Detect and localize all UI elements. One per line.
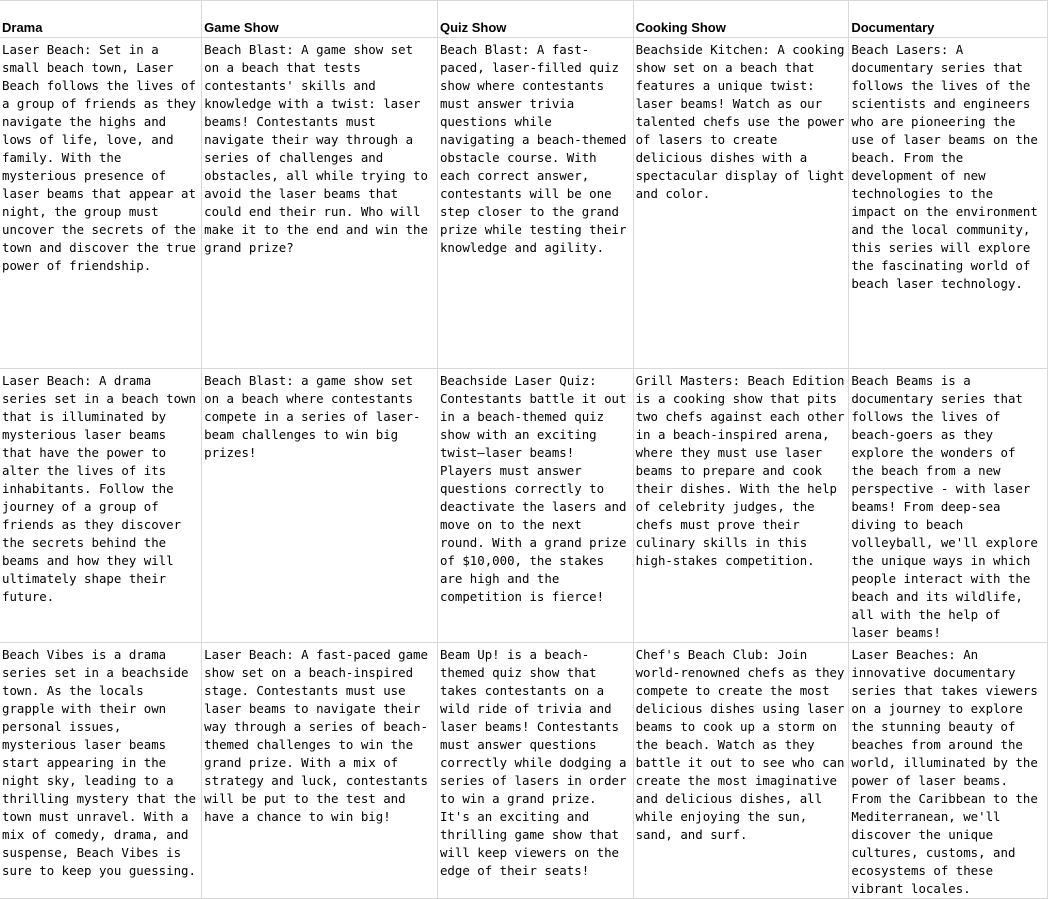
- table-cell[interactable]: Beach Lasers: A documentary series that follows the lives of the scientists and engineers who are pioneering the use of laser beams on the beach. From the development of new technologies to the impact on the environment and the local community, this series will explore the fascinating world of beach laser technology.: [849, 38, 1048, 369]
- table-cell[interactable]: Beach Blast: a game show set on a beach where contestants compete in a series of laser-beam challenges to win big prizes!: [202, 369, 438, 643]
- header-cell-quiz-show[interactable]: Quiz Show: [437, 1, 633, 38]
- header-cell-documentary[interactable]: Documentary: [849, 1, 1048, 38]
- table-cell[interactable]: Grill Masters: Beach Edition is a cooking show that pits two chefs against each other in a beach-inspired arena, where they must use laser beams to prepare and cook their dishes. With the help of celebrity judges, the chefs must prove their culinary skills in this high-stakes competition.: [633, 369, 849, 643]
- header-cell-cooking-show[interactable]: Cooking Show: [633, 1, 849, 38]
- header-cell-drama[interactable]: Drama: [0, 1, 202, 38]
- header-cell-game-show[interactable]: Game Show: [202, 1, 438, 38]
- table-cell[interactable]: Beachside Laser Quiz: Contestants battle it out in a beach-themed quiz show with an exciting twist—laser beams! Players must answer questions correctly to deactivate the lasers and move on to the next round. With a grand prize of $10,000, the stakes are high and the competition is fierce!: [437, 369, 633, 643]
- table-cell[interactable]: Beam Up! is a beach-themed quiz show that takes contestants on a wild ride of trivia and laser beams! Contestants must answer questions correctly while dodging a series of lasers in order to win a grand prize. It's an exciting and thrilling game show that will keep viewers on the edge of their seats!: [437, 643, 633, 899]
- table-cell[interactable]: Laser Beach: A drama series set in a beach town that is illuminated by mysterious laser beams that have the power to alter the lives of its inhabitants. Follow the journey of a group of friends as they discover the secrets behind the beams and how they will ultimately shape their future.: [0, 369, 202, 643]
- table-row: [0, 643, 1048, 899]
- table-cell[interactable]: Beach Blast: A fast-paced, laser-filled quiz show where contestants must answer trivia questions while navigating a beach-themed obstacle course. With each correct answer, contestants will be one step closer to the grand prize while testing their knowledge and agility.: [437, 38, 633, 369]
- table-cell[interactable]: Laser Beach: A fast-paced game show set on a beach-inspired stage. Contestants must use laser beams to navigate their way through a series of beach-themed challenges to win the grand prize. With a mix of strategy and luck, contestants will be put to the test and have a chance to win big!: [202, 643, 438, 899]
- table-cell[interactable]: Beach Blast: A game show set on a beach that tests contestants' skills and knowledge with a twist: laser beams! Contestants must navigate their way through a series of challenges and obstacles, all while trying to avoid the laser beams that could end their run. Who will make it to the end and win the grand prize?: [202, 38, 438, 369]
- table-row: [0, 38, 1048, 369]
- table-cell[interactable]: Beachside Kitchen: A cooking show set on a beach that features a unique twist: laser beams! Watch as our talented chefs use the power of lasers to create delicious dishes with a spectacular display of light and color.: [633, 38, 849, 369]
- table-cell[interactable]: Beach Vibes is a drama series set in a beachside town. As the locals grapple with their own personal issues, mysterious laser beams start appearing in the night sky, leading to a thrilling mystery that the town must unravel. With a mix of comedy, drama, and suspense, Beach Vibes is sure to keep you guessing.: [0, 643, 202, 899]
- table-cell[interactable]: Chef's Beach Club: Join world-renowned chefs as they compete to create the most delicious dishes using laser beams to cook up a storm on the beach. Watch as they battle it out to see who can create the most imaginative and delicious dishes, all while enjoying the sun, sand, and surf.: [633, 643, 849, 899]
- table-cell[interactable]: Beach Beams is a documentary series that follows the lives of beach-goers as they explore the wonders of the beach from a new perspective - with laser beams! From deep-sea diving to beach volleyball, we'll explore the unique ways in which people interact with the beach and its wildlife, all with the help of laser beams!: [849, 369, 1048, 643]
- table-cell[interactable]: Laser Beach: Set in a small beach town, Laser Beach follows the lives of a group of friends as they navigate the highs and lows of life, love, and family. With the mysterious presence of laser beams that appear at night, the group must uncover the secrets of the town and discover the true power of friendship.: [0, 38, 202, 369]
- table-cell[interactable]: Laser Beaches: An innovative documentary series that takes viewers on a journey to explore the stunning beauty of beaches from around the world, illuminated by the power of laser beams. From the Caribbean to the Mediterranean, we'll discover the unique cultures, customs, and ecosystems of these vibrant locales.: [849, 643, 1048, 899]
- table-row: [0, 369, 1048, 643]
- header-row: [0, 1, 1048, 38]
